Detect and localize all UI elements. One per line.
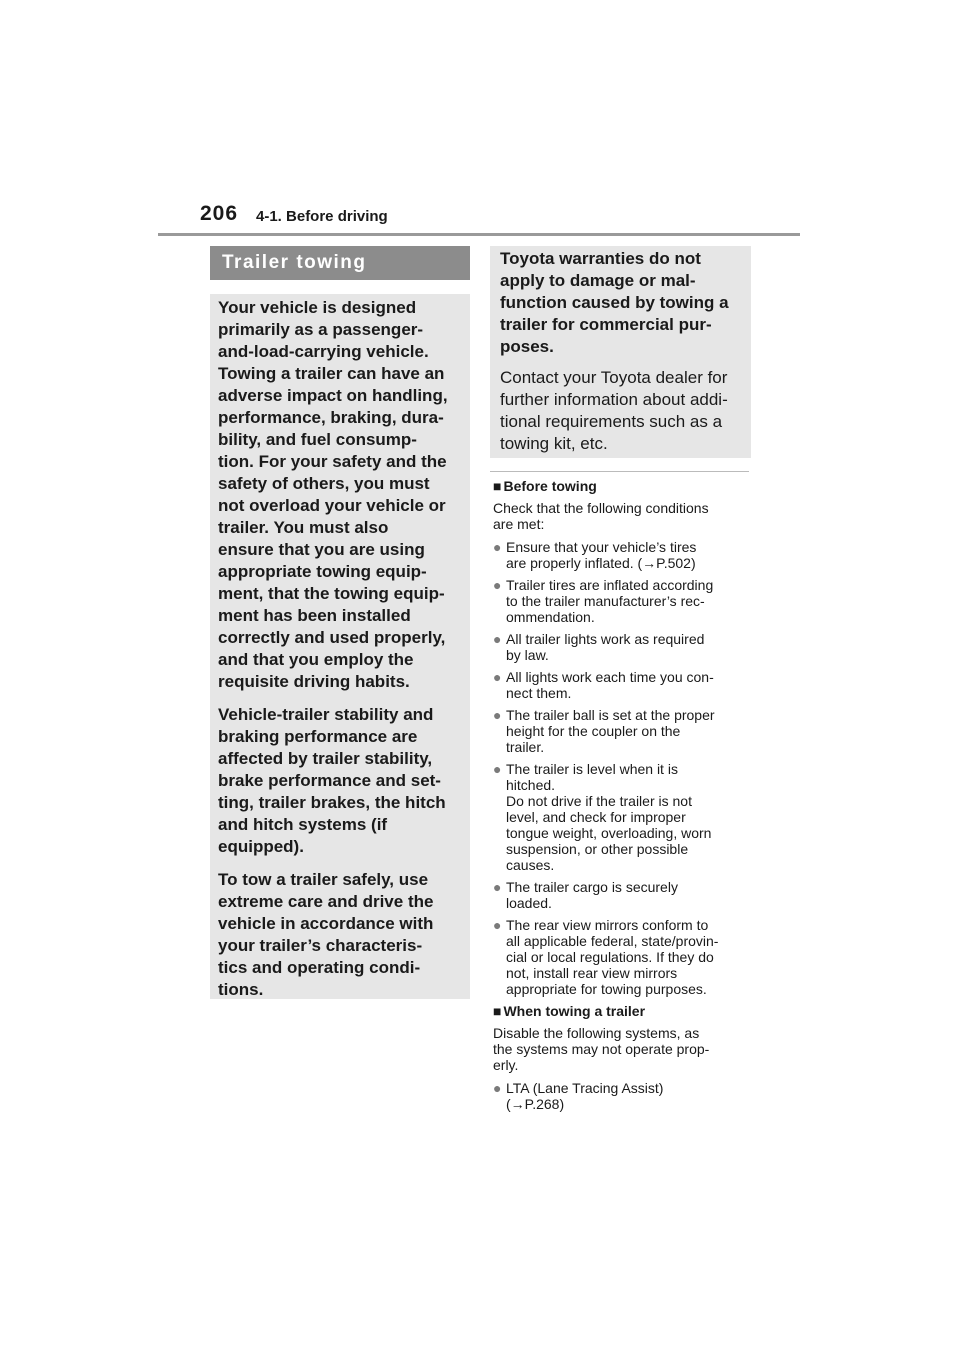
trailer-towing-box: [210, 246, 470, 999]
bullet-icon: ●: [493, 879, 502, 895]
square-marker-icon: ■: [493, 478, 502, 494]
bullet-icon: ●: [493, 577, 502, 593]
list-item: ● Trailer tires are inflated according to the trailer manufacturer’s rec- ommendation.: [493, 577, 714, 625]
list-item: ● Ensure that your vehicle’s tires are properly inflated. (→P.502): [493, 539, 697, 571]
section-divider: [490, 471, 749, 472]
list-item: ● All lights work each time you con- nect them.: [493, 669, 714, 701]
page-header: [200, 200, 800, 236]
section-title: 4-1. Before driving: [256, 208, 388, 225]
bullet-icon: ●: [493, 917, 502, 933]
intro-paragraph: Your vehicle is designed primarily as a passenger- and-load-carrying vehicle. Towing a trailer can have an adverse impact on handling, performance, braking, dura- bility, and fuel consump- tion. For your safety and the safety of others, you must not overload your vehicle or trailer. You must also ensure that you are using appropriate towing equip- ment, that the towing equip- ment has been installed correctly and used properly, and that you employ the requisite driving habits.: [218, 298, 448, 691]
warranty-notice: Toyota warranties do not apply to damage or mal- function caused by towing a trailer for commercial pur- poses.: [500, 249, 729, 356]
towing-details: [493, 478, 755, 1118]
list-item: ● All trailer lights work as required by law.: [493, 631, 705, 663]
stability-paragraph: Vehicle-trailer stability and braking performance are affected by trailer stability, brake performance and set- ting, trailer brakes, the hitch and hitch systems (if equipped).: [218, 705, 446, 856]
bullet-icon: ●: [493, 761, 502, 777]
list-item: ● LTA (Lane Tracing Assist) (→P.268): [493, 1080, 664, 1112]
safety-paragraph: To tow a trailer safely, use extreme care and drive the vehicle in accordance with your trailer’s characteris- tics and operating condi- tions.: [218, 870, 434, 999]
before-towing-intro: Check that the following conditions are met:: [493, 500, 709, 532]
list-item: ● The trailer is level when it is hitched. Do not drive if the trailer is not level, and check for improper tongue weight, overloading, worn suspension, or other possible causes.: [493, 761, 712, 873]
bullet-icon: ●: [493, 707, 502, 723]
trailer-towing-title: Trailer towing: [210, 246, 470, 280]
list-item: ● The trailer cargo is securely loaded.: [493, 879, 678, 911]
dealer-contact-text: Contact your Toyota dealer for further information about addi- tional requirements such as a towing kit, etc.: [500, 368, 728, 453]
before-towing-heading: ■ Before towing: [493, 478, 597, 494]
header-rule: [158, 233, 800, 236]
page-number: 206: [200, 202, 239, 225]
warranty-box: [490, 246, 751, 458]
list-item: ● The trailer ball is set at the proper height for the coupler on the trailer.: [493, 707, 715, 755]
bullet-icon: ●: [493, 539, 502, 555]
trailer-towing-body: [210, 294, 470, 999]
bullet-icon: ●: [493, 1080, 502, 1096]
bullet-icon: ●: [493, 669, 502, 685]
when-towing-intro: Disable the following systems, as the systems may not operate prop- erly.: [493, 1025, 710, 1073]
when-towing-heading: ■ When towing a trailer: [493, 1003, 646, 1019]
bullet-icon: ●: [493, 631, 502, 647]
list-item: ● The rear view mirrors conform to all applicable federal, state/provin- cial or local regulations. If they do not, install rear view mirrors appropriate for towing purposes.: [493, 917, 719, 997]
square-marker-icon: ■: [493, 1003, 502, 1019]
